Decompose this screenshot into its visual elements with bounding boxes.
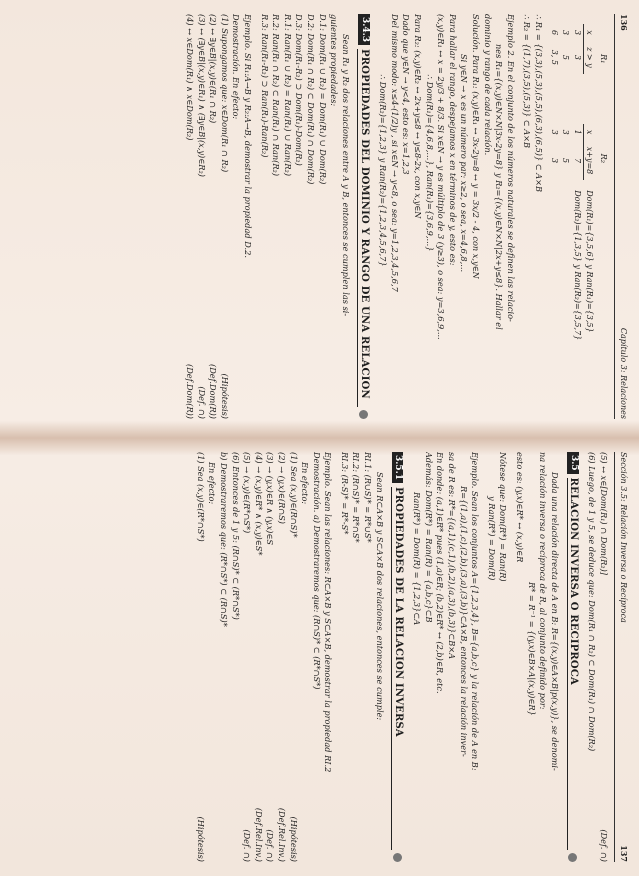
step-text: (3) ↔ (∃y∈B|(x,y)∈R₁) ∧ (∃y∈B|(x,y)∈R₂)	[196, 14, 207, 177]
text-line: Para hallar el rango, despejamos x en términos de y, esto es:	[447, 14, 458, 266]
step-note: (Def. ∩)	[196, 386, 207, 419]
text-line: En donde: (a,1)∈R* pues (1,a)∈R; (b,2)∈R* ↔ (2,b)∈R, etc.	[435, 452, 446, 694]
step-note: (Def. ∩)	[265, 829, 276, 862]
step-text: (3) → (y,x)∈R ∧ (y,x)∈S	[265, 452, 276, 546]
text-line: dominio y rango de cada relación.	[482, 14, 493, 156]
table-cell: 5	[561, 157, 571, 164]
brace-line: Dom(R₁)={3,5,6} y Ran(R₁)={3,5}	[585, 190, 594, 333]
table-cell: 6	[549, 30, 559, 36]
proof-step	[287, 452, 299, 862]
property-line: D.2: Dom(R₁ ∩ R₂) ⊂ Dom(R₁) ∩ Dom(R₂)	[305, 14, 316, 185]
property-line: RI.2: (R∩S)* = R*∩S*	[351, 452, 362, 543]
text-line: ∴ Dom(R₂)={1,2,3} y Ran(R₂)={1,2,3,4,5,6,7}	[378, 74, 389, 267]
running-head: Sección 3.5: Relación Inversa o Recíproca	[619, 452, 628, 623]
proof-step	[275, 452, 287, 862]
table-r1-label: R₁	[599, 54, 609, 64]
proof-step	[195, 14, 207, 419]
step-text: (5) → (x,y)∈(R*∩S*)	[242, 452, 253, 534]
section-title: PROPIEDADES DEL DOMINIO Y RANGO DE UNA RELACION	[357, 49, 370, 407]
step-text: (1) Sea (x,y)∈(R*∩S*)	[195, 452, 206, 542]
demo-line: Demostración. a) Demostraremos que: (R∩S)* ⊂ (R*∩S*)	[311, 452, 322, 690]
proof-step	[586, 452, 598, 862]
table-cell: 5	[561, 54, 571, 60]
text-line: Ran(R*) = Dom(R) = {1,2,3}⊂A	[412, 492, 423, 626]
table-header: x	[585, 129, 595, 135]
step-note: (Def. ∩)	[242, 829, 253, 862]
section-number: 3.4.3	[358, 14, 370, 45]
table-cell: 3	[572, 30, 582, 36]
proof-step	[597, 452, 609, 862]
section-dot-icon	[393, 853, 402, 862]
property-line: RI.3: (R-S)* = R*-S*	[339, 452, 350, 535]
text-line: Dada una relación directa de A en B: R={(x,y)∈A×B|p(x,y)}, se denomi-	[549, 472, 560, 771]
page-137	[0, 452, 639, 862]
running-header	[614, 452, 629, 862]
section-title: RELACION INVERSA O RECIPROCA	[567, 478, 580, 850]
table-r1-block	[544, 14, 609, 74]
text-line: sa de R es: R*={(a,1),(c,1),(b,2),(a,3),(b,3)}⊂B×A	[447, 452, 458, 659]
text-line: (x,y)∈R₁ ↔ x = 2y/3 + 8/3. Si x∈N → y es múltiplo de 3 (y≥3), o sea: y=3,6,9,...	[436, 14, 447, 340]
step-note: (Def.Dom(R))	[185, 364, 195, 419]
step-note: (Def.Dom(R))	[208, 364, 219, 419]
text-line: Ejemplo 2. En el conjunto de los números naturales se definen las relacio-	[505, 14, 516, 322]
proof-step	[252, 452, 264, 862]
table-cell: 3	[572, 54, 582, 60]
table-r2-label: R₂	[599, 153, 609, 164]
brace-line: Dom(R₂)={1,3,5} y Ran(R₂)={3,5,7}	[573, 190, 583, 341]
formula-line: esto es: (y,x)∈R* ↔ (x,y)∈R	[515, 452, 526, 563]
demo-line: b) Demostraremos que: (R*∩S*) ⊂ (R∩S)*	[218, 452, 229, 627]
running-head: Capítulo 3: Relaciones	[619, 327, 628, 419]
text-line: nes R₁={(x,y)∈N×N|3x-2y=8} y R₂={(x,y)∈N×N|2x+y≤8}. Hallar el	[494, 44, 505, 330]
step-text: (1) Supongamos que: x∈Dom(R₁ ∩ R₂)	[219, 14, 230, 173]
proof-step	[241, 452, 253, 862]
step-note: (Def.Rel.Inv.)	[276, 807, 287, 862]
step-text: (6) Entonces de 1 y 5: (R∩S)* ⊂ (R*∩S*)	[230, 452, 241, 620]
page-number: 136	[619, 14, 629, 31]
text-line: Si y∈N → x es un número par: x≥2, o sea, x=4,6,8,...	[459, 54, 470, 273]
page-body	[183, 14, 609, 419]
table-cell: 3	[561, 30, 571, 36]
text-line: Sean R⊂A×B y S⊂A×B dos relaciones, entonces se cumple:	[374, 472, 385, 721]
step-note: (Hipótesis)	[219, 373, 230, 419]
step-note: (Hipótesis)	[288, 816, 299, 862]
text-line: na relación inversa o recíproca de R, al conjunto definido por:	[538, 452, 549, 710]
table-cell: 7	[572, 157, 582, 164]
section-dot-icon	[359, 410, 368, 419]
property-line: R.1: Ran(R₁ ∪ R₂) = Ran(R₁) ∪ Ran(R₂)	[282, 14, 293, 177]
text-line: guientes propiedades:	[329, 14, 340, 107]
text-line: En efecto:	[300, 462, 311, 505]
section-heading	[566, 452, 580, 862]
table-header: z > y	[585, 47, 595, 68]
text-line: Sean R₁ y R₂ dos relaciones entre A y B, entonces se cumplen las si-	[340, 34, 351, 317]
property-line: RI.1: (R∪S)* = R*∪S*	[363, 452, 374, 543]
property-line: D.3: Dom(R₁-R₂) ⊃ Dom(R₁)-Dom(R₂)	[294, 14, 305, 166]
page-number: 137	[619, 845, 629, 862]
text-line: ∴ Dom(R₁)={4,6,8,...}, Ran(R₁)={3,6,9,...}	[424, 74, 435, 252]
proof-step	[183, 14, 195, 419]
step-text: (6) Luego, de 1 y 5, se deduce que: Dom(R₁ ∩ R₂) ⊂ Dom(R₁) ∩ Dom(R₂)	[587, 452, 598, 752]
proof-step	[229, 452, 241, 862]
property-line: D.1: Dom(R₁ ∪ R₂) = Dom(R₁) ∪ Dom(R₂)	[317, 14, 328, 185]
table-r2-block	[544, 114, 609, 181]
section-dot-icon	[568, 853, 577, 862]
text-line: y Ran(R*) = Dom(R)	[486, 496, 497, 581]
step-text: (4) → (x,y)∈R* ∧ (x,y)∈S*	[253, 452, 264, 556]
step-text: (1) Sea (x,y)∈(R∩S)*	[288, 452, 299, 538]
table-cell: 3, 5	[549, 49, 559, 65]
text-line: Solución. Para R₁: (x,y)∈R₁ ↔ 3x-2y=8 ↔ y = 3x/2 - 4, con x,y∈N	[471, 14, 482, 279]
step-text: (5) ↔ x∈[Dom(R₁) ∩ Dom(R₂)]	[599, 452, 609, 575]
table-r1	[548, 24, 595, 74]
property-line: R.3: Ran(R₁-R₂) ⊃ Ran(R₁)-Ran(R₂)	[259, 14, 270, 158]
text-line: Para R₂: (x,y)∈R₂ ↔ 2x+y≤8 ↔ y≤8-2x, con x,y∈N	[413, 14, 424, 219]
table-cell: 3	[549, 129, 559, 135]
step-note: (Hipótesis)	[195, 816, 206, 862]
step-text: (2) → (y,x)∈(R∩S)	[276, 452, 287, 524]
table-cell: 3	[561, 129, 571, 135]
step-text: (2) ↔ ∃y∈B|(x,y)∈(R₁ ∩ R₂)	[208, 14, 219, 124]
text-line: Ejemplo. Sean los conjuntos A={1,2,3,4}, B={a,b,c} y la relación de A en B:	[470, 452, 481, 771]
text-line: Además: Dom(R*) = Ran(R) = {a,b,c}⊂B	[423, 452, 434, 623]
property-line: R.2: Ran(R₁ ∩ R₂) ⊂ Ran(R₁) ∩ Ran(R₂)	[271, 14, 282, 177]
proof-step	[207, 14, 219, 419]
table-header: x	[585, 30, 595, 35]
text-line: ∴ R₁ = {(3,3),(5,3),(5,5),(6,3),(6,5)} ⊂ A×B	[534, 14, 545, 193]
step-text: (4) ↔ x∈Dom(R₁) ∧ x∈Dom(R₂)	[185, 14, 195, 141]
table-cell: 1	[572, 129, 582, 135]
example-line: Ejemplo. Si R₁:A→B y R₂:A→B, demostrar la propiedad D.2.	[242, 14, 253, 258]
text-line: En efecto:	[207, 462, 218, 505]
proof-step	[218, 14, 230, 419]
table-cell: 3	[549, 157, 559, 164]
proof-step	[264, 452, 276, 862]
table-r2	[548, 124, 595, 181]
section-title: PROPIEDADES DE LA RELACION INVERSA	[391, 487, 404, 850]
text-line: Del mismo modo: x≤4-(1/2)y , si x∈N → y<8, o sea: y=1,2,3,4,5,6,7	[389, 14, 400, 292]
step-note: (Def. ∩)	[599, 829, 609, 862]
text-line: Dado que y∈N → y<4, esto es: x=1,2,3	[401, 14, 412, 175]
section-number: 3.5	[567, 452, 579, 474]
text-line: Nótese que: Dom(R*) = Ran(R)	[498, 452, 509, 582]
section-heading	[357, 14, 371, 419]
section-number: 3.5.1	[392, 452, 404, 483]
demo-line: Demostración. En efecto:	[231, 14, 242, 120]
proof-step	[194, 452, 206, 862]
example-line: Ejemplo. Sean las relaciones: R⊂A×B y S⊂A×B, demostrar la propiedad RI.2	[323, 452, 334, 773]
text-line: R={(1,a),(1,c),(2,b),(3,a),(3,b)}⊂A×B, entonces la relación inver-	[458, 486, 469, 757]
table-header: x+y=8	[585, 146, 595, 175]
running-header	[614, 14, 629, 419]
step-note: (Def.Rel.Inv.)	[253, 807, 264, 862]
page-136	[0, 14, 639, 419]
page-body	[194, 452, 609, 862]
formula-line: R* = R⁻¹ = {(y,x)∈B×A|(x,y)∈R}	[526, 582, 537, 716]
relation-tables	[544, 14, 609, 419]
text-line: ∴ R₂ = {(1,7),(3,5),(5,3)} ⊂ A×B	[522, 14, 533, 149]
brace-results	[572, 190, 595, 340]
section-heading	[391, 452, 405, 862]
